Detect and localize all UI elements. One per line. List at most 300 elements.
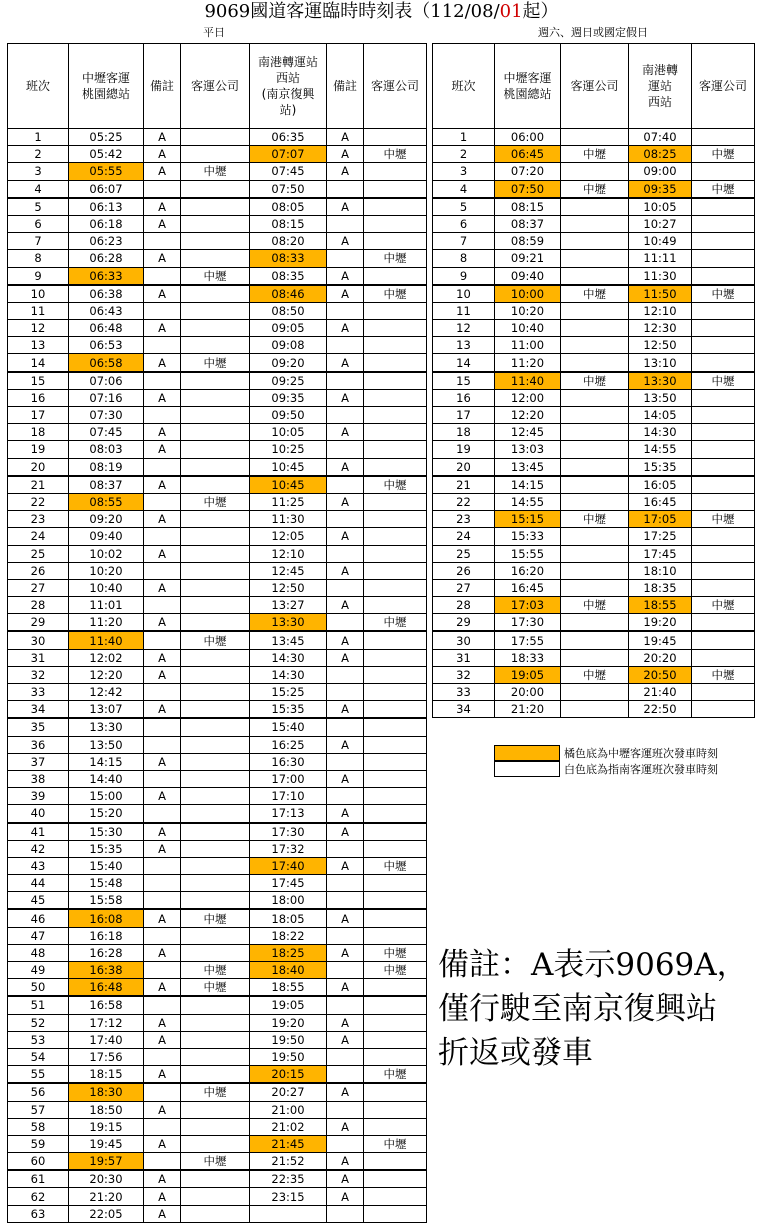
- table-row: [433, 493, 755, 510]
- table-row: [433, 233, 755, 250]
- company-cell: 中壢: [692, 511, 755, 528]
- table-row: [433, 337, 755, 354]
- zhongli-time-cell: 07:16: [69, 389, 144, 406]
- remark-cell: [327, 511, 364, 528]
- remark-cell: A: [144, 979, 181, 997]
- zhongli-time-cell: 14:15: [69, 753, 144, 770]
- remark-cell: [144, 927, 181, 944]
- nangang-time-cell: 18:10: [629, 562, 692, 579]
- remark-cell: A: [144, 1101, 181, 1118]
- zhongli-time-cell: 17:55: [495, 631, 561, 649]
- company-cell: [561, 337, 629, 354]
- trip-no-cell: 20: [433, 458, 495, 476]
- nangang-time-cell: 23:15: [250, 1188, 327, 1205]
- trip-no-cell: 24: [433, 528, 495, 545]
- nangang-time-cell: 09:35: [629, 180, 692, 198]
- nangang-time-cell: 14:30: [629, 424, 692, 441]
- table-row: [433, 215, 755, 232]
- remark-cell: [144, 267, 181, 285]
- zhongli-time-cell: 05:25: [69, 129, 144, 146]
- table-row: [433, 389, 755, 406]
- zhongli-time-cell: 09:40: [495, 267, 561, 285]
- company-cell: [364, 770, 427, 787]
- company-cell: 中壢: [364, 476, 427, 494]
- zhongli-time-cell: 15:48: [69, 875, 144, 892]
- table-row: [8, 1205, 427, 1222]
- company-cell: 中壢: [364, 285, 427, 303]
- company-cell: [181, 320, 250, 337]
- zhongli-time-cell: 18:15: [69, 1066, 144, 1084]
- weekend-header-trip-no: 班次: [433, 44, 495, 129]
- company-cell: 中壢: [364, 857, 427, 874]
- remark-cell: A: [327, 129, 364, 146]
- nangang-time-cell: 08:15: [250, 215, 327, 232]
- company-cell: [181, 424, 250, 441]
- company-cell: [181, 1188, 250, 1205]
- company-cell: 中壢: [692, 285, 755, 303]
- nangang-time-cell: 07:50: [250, 180, 327, 198]
- remark-cell: [144, 180, 181, 198]
- trip-no-cell: 22: [8, 493, 69, 510]
- table-row: [433, 614, 755, 632]
- table-row: [433, 163, 755, 180]
- zhongli-time-cell: 13:45: [495, 458, 561, 476]
- company-cell: [181, 1101, 250, 1118]
- zhongli-time-cell: 10:40: [495, 320, 561, 337]
- company-cell: [181, 250, 250, 267]
- zhongli-time-cell: 10:02: [69, 545, 144, 562]
- company-cell: [364, 129, 427, 146]
- company-cell: [692, 441, 755, 458]
- zhongli-time-cell: 10:00: [495, 285, 561, 303]
- table-row: [433, 129, 755, 146]
- table-row: [8, 597, 427, 614]
- remark-cell: [327, 302, 364, 319]
- company-cell: 中壢: [181, 1083, 250, 1101]
- table-row: [8, 337, 427, 354]
- company-cell: [692, 407, 755, 424]
- nangang-time-cell: 20:15: [250, 1066, 327, 1084]
- trip-no-cell: 49: [8, 962, 69, 979]
- remark-cell: [144, 337, 181, 354]
- zhongli-time-cell: 13:50: [69, 736, 144, 753]
- page-title: 9069國道客運臨時時刻表（112/08/01起）: [204, 1, 559, 22]
- trip-no-cell: 29: [433, 614, 495, 632]
- table-row: [433, 701, 755, 718]
- trip-no-cell: 25: [433, 545, 495, 562]
- table-row: [433, 579, 755, 596]
- company-cell: [364, 337, 427, 354]
- table-row: [8, 823, 427, 841]
- table-row: [8, 701, 427, 719]
- zhongli-time-cell: 06:07: [69, 180, 144, 198]
- remark-cell: A: [144, 285, 181, 303]
- nangang-time-cell: 09:35: [250, 389, 327, 406]
- nangang-time-cell: 19:45: [629, 631, 692, 649]
- company-cell: [561, 631, 629, 649]
- remark-cell: [144, 892, 181, 910]
- company-cell: [181, 770, 250, 787]
- company-cell: 中壢: [561, 146, 629, 163]
- trip-no-cell: 48: [8, 944, 69, 961]
- zhongli-time-cell: 06:23: [69, 233, 144, 250]
- remark-cell: A: [327, 1083, 364, 1101]
- zhongli-time-cell: 12:20: [69, 666, 144, 683]
- trip-no-cell: 29: [8, 614, 69, 632]
- table-row: [8, 354, 427, 372]
- company-cell: [364, 840, 427, 857]
- trip-no-cell: 41: [8, 823, 69, 841]
- company-cell: [181, 285, 250, 303]
- company-cell: [364, 458, 427, 476]
- table-row: [8, 1066, 427, 1084]
- remark-cell: A: [144, 649, 181, 666]
- remark-line-2: 僅行駛至南京復興站: [438, 991, 717, 1027]
- company-cell: [692, 476, 755, 494]
- table-row: [8, 614, 427, 632]
- remark-cell: A: [144, 1135, 181, 1152]
- company-cell: [364, 215, 427, 232]
- table-row: [433, 649, 755, 666]
- remark-cell: A: [327, 1153, 364, 1171]
- table-row: [433, 562, 755, 579]
- weekday-header-trip-no: 班次: [8, 44, 69, 129]
- company-cell: [561, 389, 629, 406]
- company-cell: [364, 736, 427, 753]
- table-row: [8, 579, 427, 596]
- table-row: [8, 285, 427, 303]
- company-cell: [181, 1014, 250, 1031]
- zhongli-time-cell: 18:30: [69, 1083, 144, 1101]
- company-cell: [364, 666, 427, 683]
- company-cell: [364, 302, 427, 319]
- remark-cell: [327, 840, 364, 857]
- nangang-time-cell: 14:30: [250, 649, 327, 666]
- remark-cell: [144, 736, 181, 753]
- weekday-header-company: 客運公司: [364, 44, 427, 129]
- nangang-time-cell: 06:35: [250, 129, 327, 146]
- trip-no-cell: 36: [8, 736, 69, 753]
- nangang-time-cell: 15:35: [629, 458, 692, 476]
- table-row: [8, 511, 427, 528]
- nangang-time-cell: 20:50: [629, 666, 692, 683]
- table-row: [8, 1048, 427, 1065]
- company-cell: [692, 649, 755, 666]
- trip-no-cell: 22: [433, 493, 495, 510]
- remark-cell: A: [327, 562, 364, 579]
- company-cell: [181, 788, 250, 805]
- legend-text-white: 白色底為指南客運班次發車時刻: [564, 763, 718, 776]
- remark-cell: A: [144, 579, 181, 596]
- trip-no-cell: 28: [433, 597, 495, 614]
- remark-cell: [144, 1118, 181, 1135]
- remark-cell: A: [327, 285, 364, 303]
- zhongli-time-cell: 21:20: [69, 1188, 144, 1205]
- company-cell: [181, 1135, 250, 1152]
- table-row: [8, 1153, 427, 1171]
- table-row: [8, 215, 427, 232]
- trip-no-cell: 13: [433, 337, 495, 354]
- remark-cell: [144, 770, 181, 787]
- company-cell: [692, 684, 755, 701]
- trip-no-cell: 45: [8, 892, 69, 910]
- nangang-time-cell: 07:40: [629, 129, 692, 146]
- trip-no-cell: 2: [433, 146, 495, 163]
- nangang-time-cell: 15:35: [250, 701, 327, 719]
- remark-cell: A: [327, 198, 364, 216]
- zhongli-time-cell: 18:33: [495, 649, 561, 666]
- company-cell: 中壢: [561, 180, 629, 198]
- table-row: [8, 631, 427, 649]
- trip-no-cell: 2: [8, 146, 69, 163]
- table-row: [8, 1170, 427, 1188]
- company-cell: 中壢: [692, 180, 755, 198]
- trip-no-cell: 54: [8, 1048, 69, 1065]
- trip-no-cell: 31: [8, 649, 69, 666]
- remark-cell: [144, 631, 181, 649]
- company-cell: [181, 840, 250, 857]
- company-cell: 中壢: [181, 354, 250, 372]
- zhongli-time-cell: 10:20: [69, 562, 144, 579]
- table-row: [433, 631, 755, 649]
- trip-no-cell: 57: [8, 1101, 69, 1118]
- nangang-time-cell: 08:20: [250, 233, 327, 250]
- trip-no-cell: 11: [433, 302, 495, 319]
- trip-no-cell: 55: [8, 1066, 69, 1084]
- company-cell: [364, 823, 427, 841]
- table-row: [8, 320, 427, 337]
- nangang-time-cell: 12:50: [629, 337, 692, 354]
- remark-cell: [327, 666, 364, 683]
- company-cell: 中壢: [364, 1066, 427, 1084]
- zhongli-time-cell: 11:40: [495, 372, 561, 390]
- company-cell: 中壢: [181, 631, 250, 649]
- nangang-time-cell: 11:11: [629, 250, 692, 267]
- remark-cell: A: [327, 736, 364, 753]
- nangang-time-cell: 18:25: [250, 944, 327, 961]
- zhongli-time-cell: 15:33: [495, 528, 561, 545]
- company-cell: [364, 579, 427, 596]
- remark-cell: A: [327, 805, 364, 823]
- table-row: [8, 1188, 427, 1205]
- table-row: [433, 267, 755, 285]
- trip-no-cell: 31: [433, 649, 495, 666]
- company-cell: 中壢: [364, 944, 427, 961]
- zhongli-time-cell: 16:20: [495, 562, 561, 579]
- nangang-time-cell: 09:05: [250, 320, 327, 337]
- remark-cell: A: [144, 215, 181, 232]
- zhongli-time-cell: 16:48: [69, 979, 144, 997]
- weekday-header-zhongli-time: 中壢客運 桃園總站: [69, 44, 144, 129]
- table-row: [8, 753, 427, 770]
- remark-cell: A: [327, 267, 364, 285]
- company-cell: [181, 1066, 250, 1084]
- zhongli-time-cell: 16:28: [69, 944, 144, 961]
- nangang-time-cell: 19:50: [250, 1031, 327, 1048]
- zhongli-time-cell: 15:20: [69, 805, 144, 823]
- remark-cell: A: [144, 823, 181, 841]
- trip-no-cell: 7: [8, 233, 69, 250]
- remark-cell: A: [327, 163, 364, 180]
- company-cell: [692, 631, 755, 649]
- table-row: [8, 198, 427, 216]
- table-row: [433, 666, 755, 683]
- company-cell: [561, 579, 629, 596]
- zhongli-time-cell: 22:05: [69, 1205, 144, 1222]
- nangang-time-cell: 12:30: [629, 320, 692, 337]
- weekday-header-company: 客運公司: [181, 44, 250, 129]
- nangang-time-cell: 16:30: [250, 753, 327, 770]
- zhongli-time-cell: 06:13: [69, 198, 144, 216]
- zhongli-time-cell: 11:00: [495, 337, 561, 354]
- table-row: [8, 788, 427, 805]
- table-row: [8, 233, 427, 250]
- zhongli-time-cell: 12:02: [69, 649, 144, 666]
- company-cell: [692, 579, 755, 596]
- remark-cell: [327, 250, 364, 267]
- company-cell: 中壢: [181, 909, 250, 927]
- trip-no-cell: 25: [8, 545, 69, 562]
- company-cell: [181, 511, 250, 528]
- remark-cell: [144, 528, 181, 545]
- nangang-time-cell: 17:10: [250, 788, 327, 805]
- company-cell: 中壢: [692, 666, 755, 683]
- remark-cell: [327, 875, 364, 892]
- remark-cell: A: [144, 840, 181, 857]
- company-cell: [364, 528, 427, 545]
- remark-cell: A: [327, 1118, 364, 1135]
- trip-no-cell: 16: [8, 389, 69, 406]
- zhongli-time-cell: 16:08: [69, 909, 144, 927]
- company-cell: [561, 354, 629, 372]
- company-cell: [364, 493, 427, 510]
- zhongli-time-cell: 09:20: [69, 511, 144, 528]
- company-cell: [364, 1205, 427, 1222]
- nangang-time-cell: 08:35: [250, 267, 327, 285]
- table-row: [8, 1118, 427, 1135]
- remark-cell: A: [327, 320, 364, 337]
- trip-no-cell: 3: [8, 163, 69, 180]
- company-cell: [364, 1048, 427, 1065]
- table-row: [8, 441, 427, 458]
- zhongli-time-cell: 08:37: [495, 215, 561, 232]
- company-cell: [364, 372, 427, 390]
- remark-cell: A: [327, 909, 364, 927]
- trip-no-cell: 53: [8, 1031, 69, 1048]
- nangang-time-cell: 11:50: [629, 285, 692, 303]
- nangang-time-cell: 17:05: [629, 511, 692, 528]
- company-cell: [364, 424, 427, 441]
- company-cell: [181, 597, 250, 614]
- company-cell: [364, 805, 427, 823]
- remark-cell: A: [327, 493, 364, 510]
- company-cell: [561, 528, 629, 545]
- trip-no-cell: 11: [8, 302, 69, 319]
- remark-cell: A: [327, 597, 364, 614]
- company-cell: [364, 233, 427, 250]
- zhongli-time-cell: 06:28: [69, 250, 144, 267]
- nangang-time-cell: 10:45: [250, 476, 327, 494]
- zhongli-time-cell: 17:56: [69, 1048, 144, 1065]
- trip-no-cell: 50: [8, 979, 69, 997]
- trip-no-cell: 15: [8, 372, 69, 390]
- company-cell: [692, 493, 755, 510]
- company-cell: 中壢: [364, 962, 427, 979]
- nangang-time-cell: 10:05: [250, 424, 327, 441]
- remark-cell: A: [144, 424, 181, 441]
- company-cell: [692, 129, 755, 146]
- remark-cell: [327, 614, 364, 632]
- zhongli-time-cell: 10:20: [495, 302, 561, 319]
- remark-cell: A: [327, 1014, 364, 1031]
- table-row: [8, 267, 427, 285]
- trip-no-cell: 9: [8, 267, 69, 285]
- zhongli-time-cell: 18:50: [69, 1101, 144, 1118]
- company-cell: [181, 892, 250, 910]
- company-cell: [181, 233, 250, 250]
- nangang-time-cell: 19:05: [250, 996, 327, 1014]
- nangang-time-cell: 08:33: [250, 250, 327, 267]
- zhongli-time-cell: 15:30: [69, 823, 144, 841]
- trip-no-cell: 9: [433, 267, 495, 285]
- table-row: [433, 198, 755, 216]
- remark-cell: A: [327, 146, 364, 163]
- legend-item-orange: [494, 745, 718, 761]
- table-row: [8, 684, 427, 701]
- trip-no-cell: 52: [8, 1014, 69, 1031]
- company-cell: 中壢: [561, 372, 629, 390]
- remark-cell: A: [144, 701, 181, 719]
- remark-cell: A: [144, 441, 181, 458]
- company-cell: [364, 511, 427, 528]
- company-cell: [181, 1170, 250, 1188]
- nangang-time-cell: 13:30: [250, 614, 327, 632]
- remark-cell: [144, 875, 181, 892]
- zhongli-time-cell: 09:21: [495, 250, 561, 267]
- zhongli-time-cell: 12:42: [69, 684, 144, 701]
- company-cell: 中壢: [561, 666, 629, 683]
- remark-cell: [327, 407, 364, 424]
- remark-cell: [327, 1048, 364, 1065]
- remark-cell: A: [144, 545, 181, 562]
- trip-no-cell: 6: [433, 215, 495, 232]
- table-row: [8, 1101, 427, 1118]
- nangang-time-cell: 11:30: [250, 511, 327, 528]
- nangang-time-cell: 18:40: [250, 962, 327, 979]
- zhongli-time-cell: 07:20: [495, 163, 561, 180]
- company-cell: [181, 718, 250, 736]
- remark-cell: A: [327, 389, 364, 406]
- nangang-time-cell: 09:08: [250, 337, 327, 354]
- nangang-time-cell: 18:05: [250, 909, 327, 927]
- trip-no-cell: 4: [8, 180, 69, 198]
- company-cell: 中壢: [692, 597, 755, 614]
- company-cell: [561, 684, 629, 701]
- trip-no-cell: 46: [8, 909, 69, 927]
- company-cell: [692, 701, 755, 718]
- table-row: [433, 146, 755, 163]
- zhongli-time-cell: 06:00: [495, 129, 561, 146]
- table-row: [8, 996, 427, 1014]
- company-cell: [181, 666, 250, 683]
- remark-cell: [327, 545, 364, 562]
- table-row: [8, 805, 427, 823]
- trip-no-cell: 33: [433, 684, 495, 701]
- remark-cell: A: [327, 1170, 364, 1188]
- company-cell: [561, 649, 629, 666]
- company-cell: [561, 267, 629, 285]
- remark-cell: [327, 962, 364, 979]
